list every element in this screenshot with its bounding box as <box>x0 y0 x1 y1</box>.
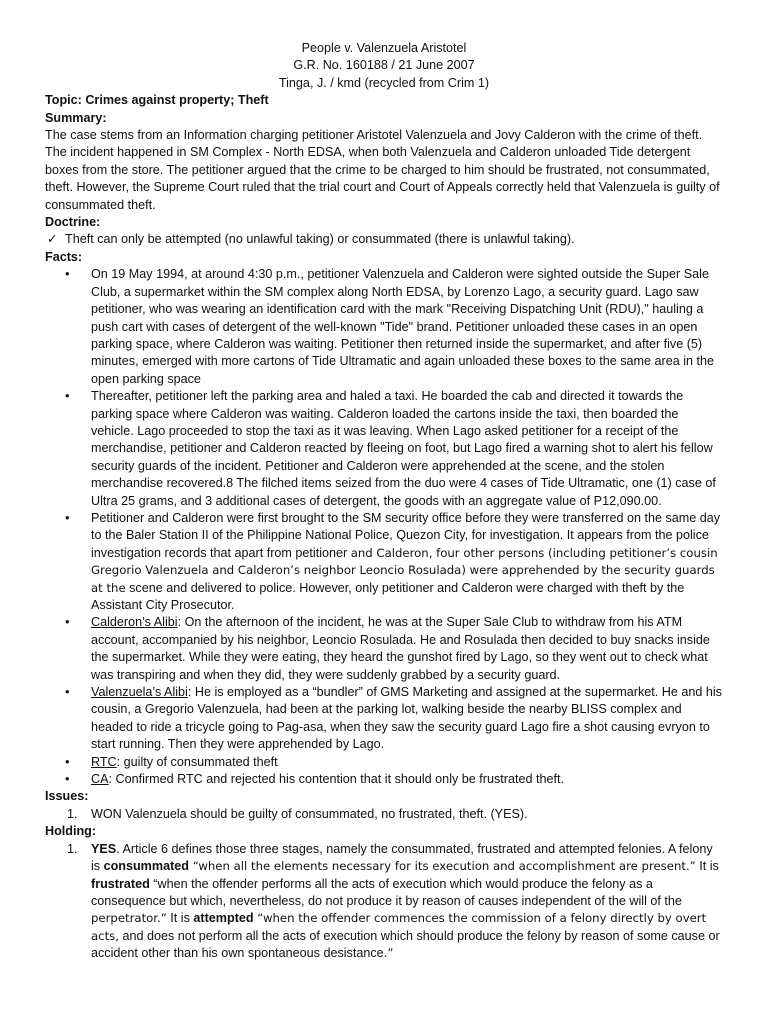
holding-text: It is <box>695 859 719 874</box>
ca-label: CA <box>91 772 109 787</box>
quote-frustrated-end: perpetrator.” <box>91 911 167 926</box>
holding-text: . Article 6 defines those three stages, namely the consummated, frustrated and attempted felonies. A felony is <box>91 841 713 874</box>
summary-heading: Summary: <box>45 110 107 125</box>
topic-heading: Topic: Crimes against property; Theft <box>45 93 269 108</box>
fact-text: On 19 May 1994, at around 4:30 p.m., petitioner Valenzuela and Calderon were sighted outside the Super Sale Club, a supermarket within the SM complex along North EDSA, by Lorenzo Lago, a security guard. Lago saw petitioner, who was wearing an identification card with the mark "Receiving Dispatching Unit (RDU)," hauling a push cart with cases of detergent of the well-known "Tide" brand. Petitioner unloaded these cases in an open parking space, where Calderon was waiting. Petitioner then returned inside the supermarket, and after five (5) minutes, emerged with more cartons of Tide Ultramatic and again unloaded these boxes to the same area in the open parking space <box>91 267 715 386</box>
fact-text: : He is employed as a “bundler” of GMS Marketing and assigned at the supermarket. He and his cousin, a Gregorio Valenzuela, had been at the parking lot, walking beside the nearby BLISS complex and headed to ride a tricycle going to Pag-asa, when they saw the security guard Lago fire a shot causing evryon to start running. Then they were apprehended by Lago. <box>91 685 722 752</box>
holding-text: It is <box>166 911 194 926</box>
quote-consummated: “when all the elements necessary for its execution and accomplishment are present.” <box>188 859 696 874</box>
quote-frustrated: “when the offender performs all the acts of execution which would produce the felony as a consequence but which, nevertheless, do not produce it by reason of causes independent of the will of the <box>91 876 682 908</box>
bullet-icon: • <box>65 615 70 630</box>
facts-heading: Facts: <box>45 249 83 264</box>
fact-item <box>45 771 723 788</box>
calderon-alibi-label: Calderon’s Alibi <box>91 615 178 630</box>
fact-text: : guilty of consummated theft <box>116 754 278 769</box>
fact-text: scene and delivered to police. However, only petitioner and Calderon were charged with theft by the Assistant City Prosecutor. <box>91 580 685 612</box>
issues-list <box>45 806 723 823</box>
digest-body <box>45 92 723 962</box>
quote-attempted-end: .” <box>383 946 394 961</box>
holding-heading: Holding: <box>45 824 97 839</box>
case-title: People v. Valenzuela Aristotel <box>301 41 467 55</box>
quote-attempted-cont: and does not perform all the acts of execution which should produce the felony by reason of some cause or accident other than his own spontaneous desistance <box>91 928 720 961</box>
facts-list <box>45 266 723 788</box>
term-frustrated: frustrated <box>91 876 150 891</box>
doctrine-text: Theft can only be attempted (no unlawful taking) or consummated (there is unlawful taking). <box>65 232 575 247</box>
term-consummated: consummated <box>103 859 189 874</box>
case-ponente: Tinga, J. / kmd (recycled from Crim 1) <box>278 75 490 90</box>
issues-heading: Issues: <box>45 789 89 804</box>
bullet-icon: • <box>65 389 70 404</box>
checkmark-icon: ✓ <box>47 232 58 247</box>
term-attempted: attempted <box>193 911 254 926</box>
fact-text: : On the afternoon of the incident, he was at the Super Sale Club to withdraw from his ATM account, accompanied by his neighbor, Leoncio Rosulada. He and Rosulada then decided to buy snacks inside the supermarket. While they were eating, they heard the gunshot fired by Lago, so they went out to check what was transpiring and when they did, they were suddenly grabbed by a security guard. <box>91 615 710 682</box>
fact-text: : Confirmed RTC and rejected his contention that it should only be frustrated theft. <box>108 772 564 787</box>
holding-item <box>45 841 723 963</box>
fact-item <box>45 388 723 510</box>
case-header <box>45 40 723 92</box>
valenzuela-alibi-label: Valenzuela’s Alibi <box>91 685 188 700</box>
holding-number: 1. <box>67 841 78 856</box>
rtc-label: RTC <box>91 754 117 769</box>
issue-text: WON Valenzuela should be guilty of consummated, no frustrated, theft. (YES). <box>91 806 528 821</box>
doctrine-item <box>45 231 723 248</box>
bullet-icon: • <box>65 510 70 525</box>
holding-yes: YES <box>91 841 117 856</box>
summary-text: The case stems from an Information charging petitioner Aristotel Valenzuela and Jovy Calderon with the crime of theft. The incident happened in SM Complex - North EDSA, when both Valenzuela and Calderon unloaded Tide detergent boxes from the store. The petitioner argued that the crime to be charged to him should be frustrated, not consummated, theft. However, the Supreme Court ruled that the trial court and Court of Appeals correctly held that Valenzuela is guilty of consummated theft. <box>45 128 720 212</box>
bullet-icon: • <box>65 754 70 769</box>
doctrine-heading: Doctrine: <box>45 215 101 230</box>
fact-item <box>45 614 723 684</box>
fact-item <box>45 684 723 754</box>
fact-text: Thereafter, petitioner left the parking area and haled a taxi. He boarded the cab and directed it towards the parking space where Calderon was waiting. Calderon loaded the cartons inside the taxi, then boarded the vehicle. Lago proceeded to stop the taxi as it was leaving. When Lago asked petitioner for a receipt of the merchandise, petitioner and Calderon reacted by fleeing on foot, but Lago fired a warning shot to alert his fellow security guards of the incident. Petitioner and Calderon were apprehended at the scene, and the stolen merchandise recovered.8 The filched items seized from the duo were 4 cases of Tide Ultramatic, one (1) case of Ultra 25 grams, and 3 additional cases of detergent, the goods with an aggregate value of P12,090.00. <box>91 389 716 508</box>
bullet-icon: • <box>65 772 70 787</box>
fact-text: Petitioner and Calderon were first brought to the SM security office before they were transferred on the same day to the Baler Station II of the Philippine National Police, Quezon City, for investigation. It appears from the police investigation records that apart from petitioner <box>91 510 721 560</box>
fact-item <box>45 754 723 771</box>
bullet-icon: • <box>65 685 70 700</box>
fact-item <box>45 510 723 614</box>
case-number-date: G.R. No. 160188 / 21 June 2007 <box>293 58 475 73</box>
quote-attempted: “when the offender commences the commission of a felony directly by overt acts, <box>91 911 707 943</box>
issue-item <box>45 806 723 823</box>
fact-text-quoted: and Calderon, four other persons (including petitioner’s cousin Gregorio Valenzuela and Calderon’s neighbor Leoncio Rosulada) were apprehended by the security guards at the <box>91 545 718 595</box>
holding-list <box>45 841 723 963</box>
issue-number: 1. <box>67 806 78 821</box>
bullet-icon: • <box>65 267 70 282</box>
fact-item <box>45 266 723 388</box>
